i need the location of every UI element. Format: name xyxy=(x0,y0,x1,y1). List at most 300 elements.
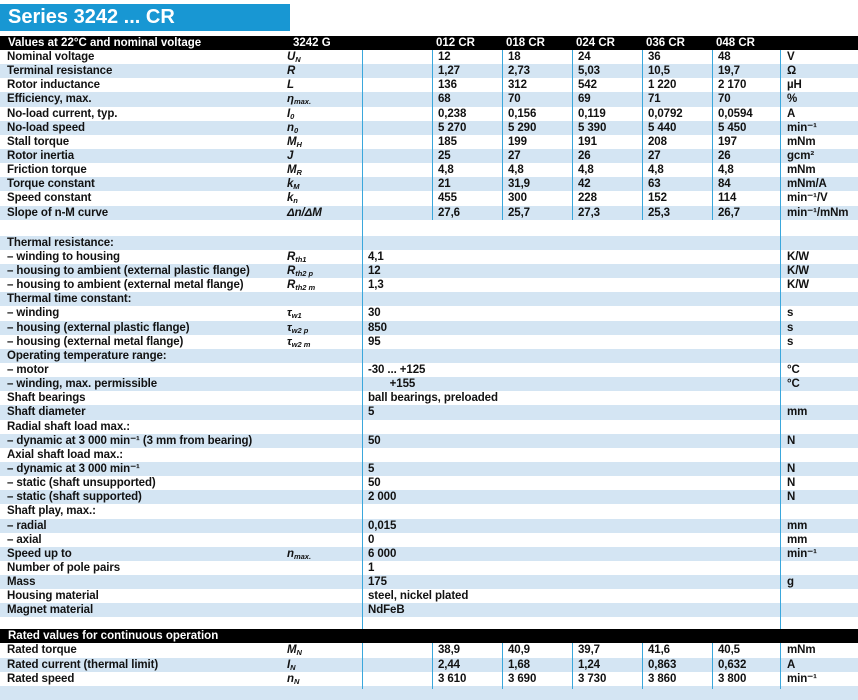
value-cell: 5,03 xyxy=(572,64,642,78)
table-row xyxy=(0,603,858,617)
symbol-main: I xyxy=(287,658,291,671)
symbol-main: I xyxy=(287,107,291,120)
value-cell: 40,5 xyxy=(712,643,780,660)
value-cell: 3 860 xyxy=(642,672,712,689)
column-rule xyxy=(780,220,781,236)
parameter-label: Mass xyxy=(7,576,36,589)
table-row xyxy=(0,476,858,490)
symbol-subscript: th1 xyxy=(295,254,307,264)
unit-cell: min⁻¹/V xyxy=(780,191,858,208)
value-cell: 0,238 xyxy=(432,107,502,124)
symbol-subscript: max. xyxy=(293,551,312,561)
table-row xyxy=(0,589,858,603)
unit-cell: min⁻¹ xyxy=(780,672,858,689)
value-cell xyxy=(362,420,780,434)
symbol-main: η xyxy=(287,93,294,106)
symbol-subscript: th2 m xyxy=(295,283,316,293)
table-row xyxy=(0,177,858,191)
column-header-unit xyxy=(780,36,858,50)
parameter-label: Friction torque xyxy=(7,164,87,177)
symbol-main: R xyxy=(287,264,296,277)
table-row xyxy=(0,349,858,363)
parameter-symbol xyxy=(284,64,362,78)
value-cell: 27,6 xyxy=(432,206,502,220)
table3-header-bar: Rated values for continuous operation xyxy=(0,629,858,643)
parameter-label: Nominal voltage xyxy=(7,51,95,63)
symbol-subscript: max. xyxy=(293,97,312,107)
parameter-label: Axial shaft load max.: xyxy=(7,448,124,461)
table-row xyxy=(0,121,858,135)
parameter-label: – dynamic at 3 000 min⁻¹ (3 mm from bearing) xyxy=(7,434,253,447)
parameter-label: – housing (external metal flange) xyxy=(7,335,184,348)
parameter-label: – static (shaft supported) xyxy=(7,491,142,504)
parameter-symbol xyxy=(284,476,362,490)
value-cell: 4,8 xyxy=(572,163,642,180)
table-row xyxy=(0,92,858,106)
table-row xyxy=(0,236,858,250)
value-cell: 5 290 xyxy=(502,121,572,138)
value-cell: 197 xyxy=(712,135,780,152)
unit-cell: g xyxy=(780,575,858,589)
value-cell: 152 xyxy=(642,191,712,208)
parameter-symbol xyxy=(284,434,362,448)
parameter-symbol xyxy=(284,149,362,163)
table-row xyxy=(0,163,858,177)
value-cell: 3 800 xyxy=(712,672,780,689)
parameter-symbol xyxy=(284,462,362,476)
table1-caption: Values at 22°C and nominal voltage xyxy=(8,37,202,49)
value-cell: 3 610 xyxy=(432,672,502,689)
table-row xyxy=(0,278,858,292)
column-rule xyxy=(780,617,781,629)
value-cell: 5 450 xyxy=(712,121,780,138)
parameter-symbol xyxy=(284,490,362,504)
parameter-label: Efficiency, max. xyxy=(7,93,92,106)
value-cell: 71 xyxy=(642,92,712,109)
table-row xyxy=(0,643,858,657)
parameter-symbol xyxy=(284,363,362,377)
value-cell: 25,3 xyxy=(642,206,712,220)
table-row xyxy=(0,321,858,335)
unit-cell xyxy=(780,504,858,518)
value-cell: 850 xyxy=(362,321,780,338)
table-row xyxy=(0,575,858,589)
symbol-main: τ xyxy=(287,335,292,348)
value-cell: 114 xyxy=(712,191,780,208)
value-cell: 40,9 xyxy=(502,643,572,660)
electrical-data-section xyxy=(0,50,858,220)
value-cell: 69 xyxy=(572,92,642,109)
unit-cell: V xyxy=(780,50,858,67)
symbol-subscript: M xyxy=(293,182,300,192)
parameter-label: Rated speed xyxy=(7,672,75,685)
value-cell: 42 xyxy=(572,177,642,194)
value-cell: 70 xyxy=(502,92,572,109)
symbol-main: R xyxy=(287,65,296,78)
parameter-symbol xyxy=(284,405,362,419)
parameter-symbol xyxy=(284,236,362,250)
value-cell: 70 xyxy=(712,92,780,109)
value-cell: ball bearings, preloaded xyxy=(362,391,780,405)
column-header-018cr: 018 CR xyxy=(506,37,545,49)
value-cell: 50 xyxy=(362,434,780,448)
symbol-main: τ xyxy=(287,321,292,334)
value-cell: 84 xyxy=(712,177,780,194)
unit-cell: mm xyxy=(780,533,858,547)
parameter-symbol xyxy=(284,589,362,603)
unit-cell: N xyxy=(780,490,858,504)
symbol-main: n xyxy=(287,672,294,685)
table-row xyxy=(0,206,858,220)
symbol-subscript: H xyxy=(296,139,302,149)
symbol-subscript: n xyxy=(293,196,298,206)
table-row xyxy=(0,462,858,476)
value-cell: 542 xyxy=(572,78,642,92)
table-row xyxy=(0,420,858,434)
parameter-label: – motor xyxy=(7,363,49,376)
symbol-main: M xyxy=(287,135,297,148)
table-row xyxy=(0,149,858,163)
value-cell: 0,156 xyxy=(502,107,572,124)
value-cell: 0,632 xyxy=(712,658,780,675)
value-cell: 4,8 xyxy=(642,163,712,180)
table-row xyxy=(0,561,858,575)
unit-cell: mNm/A xyxy=(780,177,858,194)
column-header-012cr: 012 CR xyxy=(436,37,475,49)
parameter-symbol xyxy=(284,349,362,363)
symbol-main: M xyxy=(287,164,297,177)
value-cell: -30 ... +125 xyxy=(362,363,780,377)
value-cell: 31,9 xyxy=(502,177,572,194)
column-rule xyxy=(362,617,363,629)
value-cell: +155 xyxy=(362,377,780,391)
value-cell: 175 xyxy=(362,575,780,589)
value-cell: 26 xyxy=(572,149,642,163)
value-cell: 136 xyxy=(432,78,502,92)
table-row xyxy=(0,490,858,504)
value-cell: 1 xyxy=(362,561,780,575)
value-cell: 5 xyxy=(362,462,780,476)
value-cell: 27 xyxy=(502,149,572,163)
parameter-label: Speed up to xyxy=(7,547,72,560)
symbol-main: n xyxy=(287,121,294,134)
value-cell: 5 390 xyxy=(572,121,642,138)
parameter-label: Rated torque xyxy=(7,644,77,657)
unit-cell: K/W xyxy=(780,250,858,267)
parameter-label: Rotor inertia xyxy=(7,149,75,162)
value-cell: 12 xyxy=(362,264,780,281)
value-cell: 6 000 xyxy=(362,547,780,564)
column-header-036cr: 036 CR xyxy=(646,37,685,49)
table-row xyxy=(0,519,858,533)
value-cell: 95 xyxy=(362,335,780,352)
symbol-subscript: N xyxy=(293,676,300,686)
symbol-main: R xyxy=(287,279,296,292)
unit-cell xyxy=(780,349,858,363)
series-column-header: 3242 G xyxy=(293,37,331,49)
gap-cell xyxy=(362,149,432,163)
value-cell: 50 xyxy=(362,476,780,490)
value-cell: 455 xyxy=(432,191,502,208)
parameter-symbol xyxy=(284,448,362,462)
value-cell: 0,119 xyxy=(572,107,642,124)
parameter-label: – housing to ambient (external metal flange) xyxy=(7,279,244,292)
value-cell: 36 xyxy=(642,50,712,67)
unit-cell xyxy=(780,292,858,306)
value-cell: 3 730 xyxy=(572,672,642,689)
parameter-symbol xyxy=(284,420,362,434)
symbol-main: J xyxy=(287,149,294,162)
value-cell: 19,7 xyxy=(712,64,780,78)
table-row xyxy=(0,658,858,672)
symbol-subscript: N xyxy=(290,662,296,672)
unit-cell: µH xyxy=(780,78,858,92)
table-row xyxy=(0,363,858,377)
parameter-symbol xyxy=(284,575,362,589)
unit-cell: °C xyxy=(780,363,858,377)
value-cell: 3 690 xyxy=(502,672,572,689)
value-cell: 1,3 xyxy=(362,278,780,295)
table-row xyxy=(0,135,858,149)
value-cell: 63 xyxy=(642,177,712,194)
unit-cell xyxy=(780,603,858,617)
symbol-subscript: th2 p xyxy=(295,268,314,278)
value-cell: 41,6 xyxy=(642,643,712,660)
parameter-label: Torque constant xyxy=(7,178,95,191)
table-row xyxy=(0,250,858,264)
unit-cell: N xyxy=(780,462,858,476)
value-cell: 0,0792 xyxy=(642,107,712,124)
value-cell: 4,8 xyxy=(712,163,780,180)
section-gap xyxy=(0,617,858,629)
table-row xyxy=(0,191,858,205)
table-row xyxy=(0,264,858,278)
symbol-main: U xyxy=(287,51,296,63)
parameter-label: – winding to housing xyxy=(7,250,120,263)
symbol-subscript: w2 m xyxy=(291,339,311,349)
value-cell: 26,7 xyxy=(712,206,780,220)
value-cell: steel, nickel plated xyxy=(362,589,780,603)
unit-cell xyxy=(780,561,858,575)
parameter-label: – axial xyxy=(7,533,42,546)
unit-cell: s xyxy=(780,335,858,352)
parameter-symbol xyxy=(284,78,362,92)
symbol-subscript: N xyxy=(295,55,301,64)
parameter-label: – static (shaft unsupported) xyxy=(7,477,156,490)
gap-cell xyxy=(362,78,432,92)
symbol-main: n xyxy=(287,547,294,560)
value-cell: 48 xyxy=(712,50,780,67)
table-row xyxy=(0,448,858,462)
parameter-label: – housing (external plastic flange) xyxy=(7,321,190,334)
value-cell: 300 xyxy=(502,191,572,208)
value-cell xyxy=(362,236,780,250)
unit-cell: s xyxy=(780,321,858,338)
gap-cell xyxy=(362,64,432,78)
parameter-label: – winding xyxy=(7,307,60,320)
table-row xyxy=(0,504,858,518)
value-cell xyxy=(362,292,780,306)
unit-cell: % xyxy=(780,92,858,109)
table-row xyxy=(0,391,858,405)
parameter-label: Speed constant xyxy=(7,192,92,205)
unit-cell: N xyxy=(780,434,858,448)
parameter-symbol xyxy=(284,533,362,547)
value-cell: 21 xyxy=(432,177,502,194)
parameter-label: – radial xyxy=(7,519,47,532)
value-cell: 4,8 xyxy=(502,163,572,180)
symbol-main: k xyxy=(287,192,294,205)
table-row xyxy=(0,672,858,686)
value-cell: 0,0594 xyxy=(712,107,780,124)
unit-cell: mm xyxy=(780,405,858,419)
table-row xyxy=(0,547,858,561)
parameter-symbol xyxy=(284,603,362,617)
table-row xyxy=(0,78,858,92)
value-cell: 0,863 xyxy=(642,658,712,675)
unit-cell: min⁻¹ xyxy=(780,547,858,564)
value-cell: 25,7 xyxy=(502,206,572,220)
symbol-main: L xyxy=(287,79,294,92)
symbol-subscript: 0 xyxy=(293,125,299,135)
value-cell: 0,015 xyxy=(362,519,780,533)
table-row xyxy=(0,107,858,121)
parameter-label: Stall torque xyxy=(7,135,70,148)
value-cell: 2 170 xyxy=(712,78,780,92)
value-cell: 30 xyxy=(362,306,780,323)
unit-cell xyxy=(780,448,858,462)
table-row xyxy=(0,64,858,78)
unit-cell xyxy=(780,391,858,405)
unit-cell: A xyxy=(780,658,858,675)
unit-cell: K/W xyxy=(780,264,858,281)
value-cell: 39,7 xyxy=(572,643,642,660)
value-cell: 1,27 xyxy=(432,64,502,78)
table1-header-row xyxy=(0,36,858,50)
value-cell: 199 xyxy=(502,135,572,152)
parameter-symbol xyxy=(284,377,362,391)
parameter-label: – housing to ambient (external plastic flange) xyxy=(7,264,250,277)
column-rule xyxy=(362,220,363,236)
symbol-main: τ xyxy=(287,307,292,320)
unit-cell: Ω xyxy=(780,64,858,78)
parameter-symbol xyxy=(284,292,362,306)
parameter-label: Thermal time constant: xyxy=(7,293,132,306)
parameter-label: Thermal resistance: xyxy=(7,236,114,249)
value-cell: 38,9 xyxy=(432,643,502,660)
parameter-label: Shaft play, max.: xyxy=(7,505,96,518)
parameter-label: Operating temperature range: xyxy=(7,349,167,362)
value-cell: 5 xyxy=(362,405,780,419)
value-cell: 208 xyxy=(642,135,712,152)
gap-cell xyxy=(362,206,432,220)
table-row xyxy=(0,335,858,349)
parameter-label: Terminal resistance xyxy=(7,65,113,78)
table-row xyxy=(0,306,858,320)
column-header-048cr: 048 CR xyxy=(716,37,755,49)
parameter-symbol xyxy=(284,206,362,220)
symbol-subscript: w2 p xyxy=(291,325,309,335)
unit-cell: mm xyxy=(780,519,858,533)
value-cell: 185 xyxy=(432,135,502,152)
symbol-main: Δn/ΔM xyxy=(287,206,322,219)
parameter-label: – winding, max. permissible xyxy=(7,378,158,391)
unit-cell: mNm xyxy=(780,135,858,152)
parameter-label: Housing material xyxy=(7,590,99,603)
parameter-symbol xyxy=(284,561,362,575)
column-header-024cr: 024 CR xyxy=(576,37,615,49)
parameter-label: Radial shaft load max.: xyxy=(7,420,130,433)
unit-cell: N xyxy=(780,476,858,490)
parameter-label: Shaft diameter xyxy=(7,406,86,419)
table-row xyxy=(0,50,858,64)
parameter-symbol xyxy=(284,672,362,689)
unit-cell: K/W xyxy=(780,278,858,295)
parameter-symbol xyxy=(284,504,362,518)
unit-cell xyxy=(780,589,858,603)
mechanical-thermal-section xyxy=(0,236,858,618)
value-cell: 27,3 xyxy=(572,206,642,220)
symbol-main: R xyxy=(287,250,296,263)
unit-cell: min⁻¹/mNm xyxy=(780,206,858,220)
parameter-symbol xyxy=(284,519,362,533)
unit-cell: mNm xyxy=(780,163,858,180)
value-cell: 2 000 xyxy=(362,490,780,504)
value-cell: 27 xyxy=(642,149,712,163)
parameter-label: No-load speed xyxy=(7,121,85,134)
parameter-label: Rated current (thermal limit) xyxy=(7,658,159,671)
value-cell: 25 xyxy=(432,149,502,163)
symbol-subscript: w1 xyxy=(291,311,302,321)
value-cell: 5 270 xyxy=(432,121,502,138)
parameter-label: – dynamic at 3 000 min⁻¹ xyxy=(7,462,140,475)
value-cell: 1 220 xyxy=(642,78,712,92)
value-cell xyxy=(362,504,780,518)
value-cell: 191 xyxy=(572,135,642,152)
parameter-label: Number of pole pairs xyxy=(7,561,121,574)
value-cell xyxy=(362,448,780,462)
value-cell: 18 xyxy=(502,50,572,67)
value-cell: 4,8 xyxy=(432,163,502,180)
unit-cell: A xyxy=(780,107,858,124)
table-row xyxy=(0,434,858,448)
unit-cell: °C xyxy=(780,377,858,391)
value-cell: 2,73 xyxy=(502,64,572,78)
rated-values-section xyxy=(0,643,858,685)
parameter-label: Slope of n-M curve xyxy=(7,206,109,219)
parameter-label: Shaft bearings xyxy=(7,392,86,405)
value-cell: 4,1 xyxy=(362,250,780,267)
value-cell xyxy=(362,349,780,363)
parameter-label: No-load current, typ. xyxy=(7,107,118,120)
symbol-subscript: 0 xyxy=(290,111,295,121)
value-cell: 5 440 xyxy=(642,121,712,138)
unit-cell: gcm² xyxy=(780,149,858,163)
parameter-label: Magnet material xyxy=(7,604,94,617)
section-gap xyxy=(0,220,858,236)
parameter-label: Rotor inductance xyxy=(7,79,100,92)
page-title: Series 3242 ... CR xyxy=(0,4,290,31)
value-cell: 26 xyxy=(712,149,780,163)
unit-cell: min⁻¹ xyxy=(780,121,858,138)
value-cell: NdFeB xyxy=(362,603,780,617)
table-row xyxy=(0,377,858,391)
value-cell: 1,68 xyxy=(502,658,572,675)
table-row xyxy=(0,292,858,306)
value-cell: 228 xyxy=(572,191,642,208)
parameter-symbol xyxy=(284,391,362,405)
value-cell: 312 xyxy=(502,78,572,92)
